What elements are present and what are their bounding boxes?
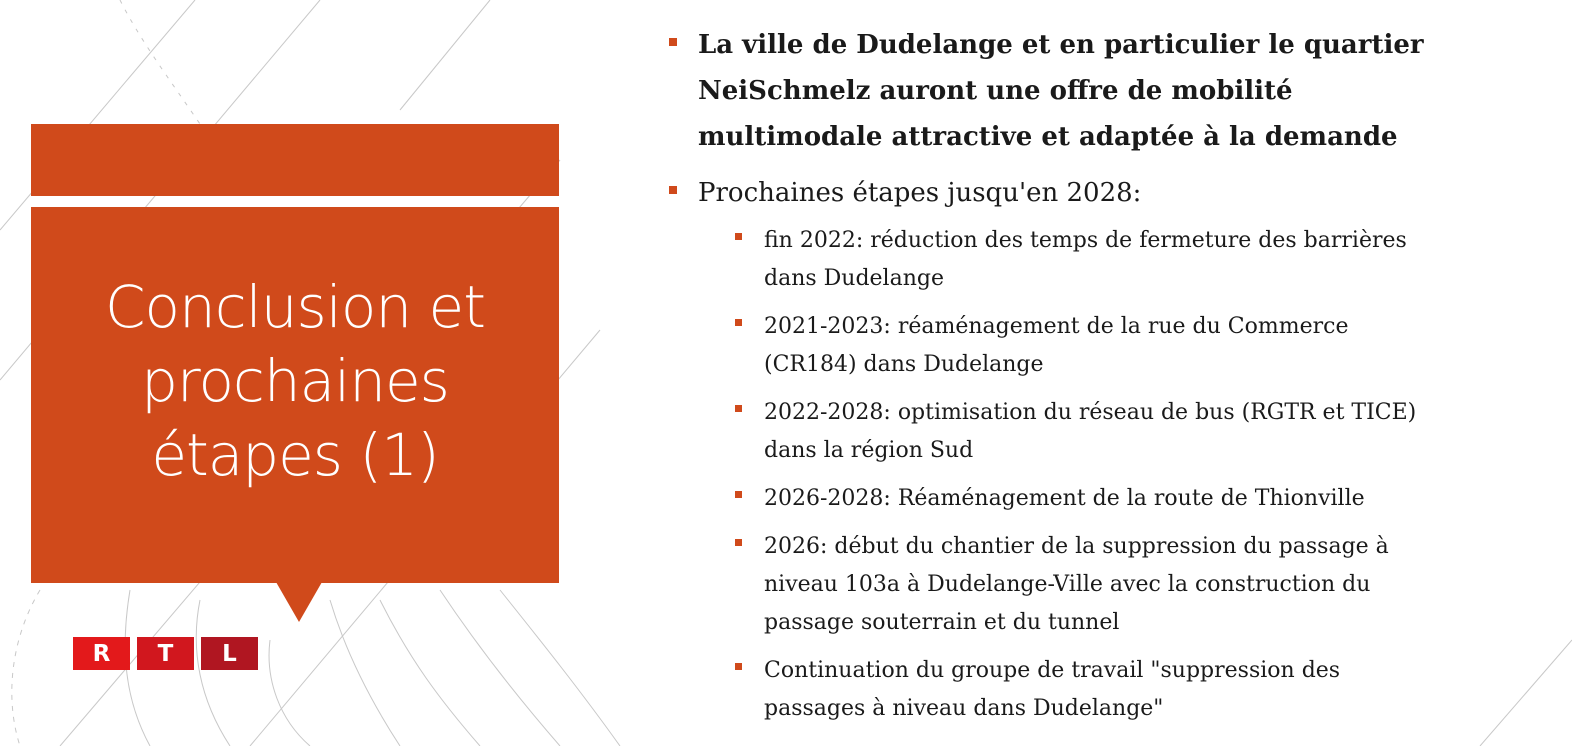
bullet-item bbox=[660, 22, 1560, 160]
sub-bullet-text: 2026-2028: Réaménagement de la route de Thionville bbox=[764, 486, 1365, 511]
sub-bullet-item bbox=[660, 222, 1560, 298]
sub-bullet-text: 2021-2023: réaménagement de la rue du Commerce (CR184) dans Dudelange bbox=[764, 314, 1349, 377]
sub-bullet-text: Continuation du groupe de travail "suppression des passages à niveau dans Dudelange" bbox=[764, 658, 1341, 721]
sub-bullet-marker bbox=[735, 405, 742, 412]
bullet-content bbox=[660, 22, 1560, 738]
bullet-marker bbox=[669, 186, 677, 194]
logo-letter: R bbox=[73, 637, 130, 670]
sub-bullet-text: fin 2022: réduction des temps de fermeture des barrières dans Dudelange bbox=[764, 228, 1407, 291]
sub-bullet-item bbox=[660, 480, 1560, 518]
sub-bullet-marker bbox=[735, 539, 742, 546]
title-accent-band bbox=[31, 124, 559, 196]
sub-bullet-marker bbox=[735, 233, 742, 240]
bullet-text: Prochaines étapes jusqu'en 2028: bbox=[698, 178, 1142, 208]
sub-bullet-text: 2026: début du chantier de la suppression du passage à niveau 103a à Dudelange-Ville avec la construction du passage souterrain et du tunnel bbox=[764, 534, 1389, 635]
bullet-marker bbox=[669, 38, 677, 46]
logo-letter: T bbox=[137, 637, 194, 670]
sub-bullet-item bbox=[660, 652, 1560, 728]
callout-pointer bbox=[276, 582, 322, 622]
bullet-item bbox=[660, 170, 1560, 216]
rtl-logo bbox=[73, 637, 258, 670]
sub-bullet-item bbox=[660, 528, 1560, 642]
sub-bullet-marker bbox=[735, 491, 742, 498]
slide-title: Conclusion et prochaines étapes (1) bbox=[105, 273, 485, 489]
sub-bullet-item bbox=[660, 394, 1560, 470]
title-box bbox=[31, 207, 559, 583]
logo-letter: L bbox=[201, 637, 258, 670]
sub-bullet-item bbox=[660, 308, 1560, 384]
sub-bullet-text: 2022-2028: optimisation du réseau de bus (RGTR et TICE) dans la région Sud bbox=[764, 400, 1417, 463]
sub-bullet-marker bbox=[735, 319, 742, 326]
sub-bullet-marker bbox=[735, 663, 742, 670]
bullet-text: La ville de Dudelange et en particulier le quartier NeiSchmelz auront une offre de mobilité multimodale attractive et adaptée à la demande bbox=[698, 30, 1424, 152]
